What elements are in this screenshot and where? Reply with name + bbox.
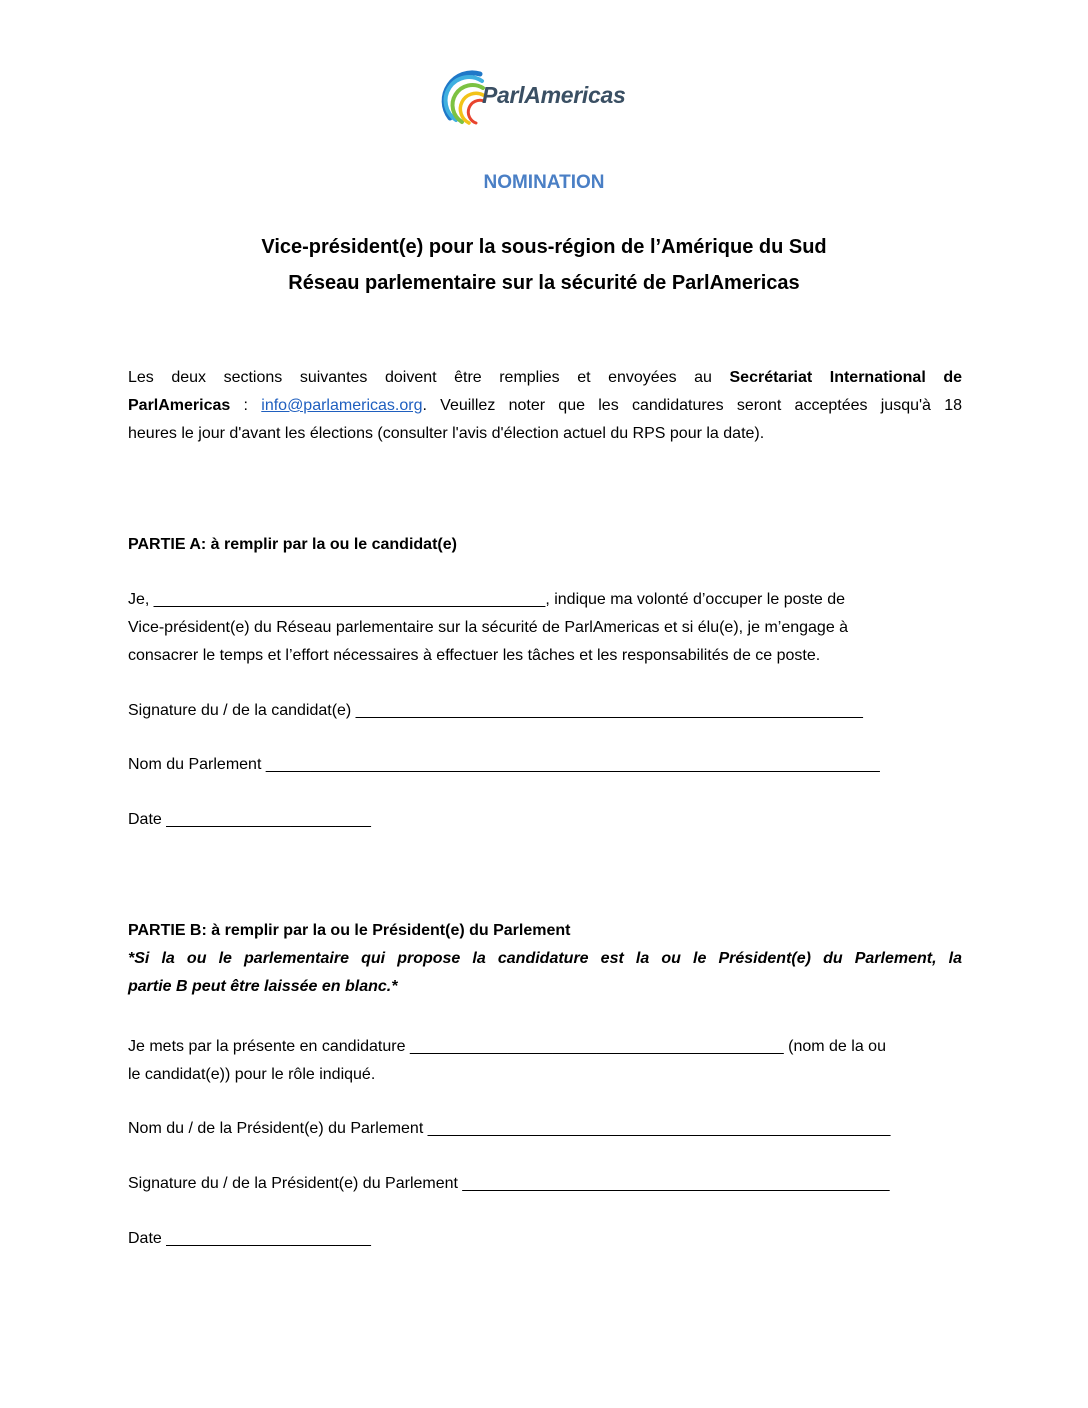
part-b-nomination-statement <box>128 1033 962 1089</box>
part-a-declaration-line-1[interactable]: Je, ____________________________________________, indique ma volonté d’occuper le poste de <box>128 591 846 608</box>
president-name-field[interactable] <box>128 1115 962 1143</box>
part-a-heading <box>128 531 962 559</box>
intro-line-1 <box>128 364 962 392</box>
nomination-heading: NOMINATION <box>483 172 605 193</box>
intro-line-2 <box>128 392 962 420</box>
part-b-note-line-2: partie B peut être laissée en blanc.* <box>128 978 398 995</box>
part-a-declaration <box>128 586 962 670</box>
part-b-title: PARTIE B: à remplir par la ou le Président(e) du Parlement <box>128 922 571 939</box>
document-title-line1: Vice-président(e) pour la sous-région de l’Amérique du Sud <box>261 236 827 258</box>
logo-arcs-icon <box>440 68 488 130</box>
part-a-title: PARTIE A: à remplir par la ou le candidat(e) <box>128 536 457 553</box>
president-name-label[interactable]: Nom du / de la Président(e) du Parlement ____________________________________________________ <box>128 1120 891 1137</box>
part-b-nomination-line-1[interactable]: Je mets par la présente en candidature __________________________________________ (nom de la ou <box>128 1038 886 1055</box>
part-b-date-field[interactable] <box>128 1225 962 1253</box>
part-b-note-line-1: *Si la ou le parlementaire qui propose la candidature est la ou le Président(e) du Parlement, la <box>128 950 962 967</box>
part-a-declaration-line-2: Vice-président(e) du Réseau parlementaire sur la sécurité de ParlAmericas et si élu(e), je m’engage à <box>128 619 849 636</box>
logo-text: ParlAmericas <box>482 82 626 108</box>
intro-paragraph <box>128 364 962 448</box>
part-a-declaration-line-3: consacrer le temps et l’effort nécessaires à effectuer les tâches et les responsabilités de ce poste. <box>128 647 821 664</box>
part-b-nomination-line-2: le candidat(e)) pour le rôle indiqué. <box>128 1066 376 1083</box>
part-a-date-label[interactable]: Date _______________________ <box>128 811 371 828</box>
president-signature-label[interactable]: Signature du / de la Président(e) du Parlement ________________________________________________ <box>128 1175 890 1192</box>
parlamericas-label: ParlAmericas <box>128 397 231 414</box>
candidate-signature-label[interactable]: Signature du / de la candidat(e) _________________________________________________________ <box>128 702 863 719</box>
intro-line-3: heures le jour d'avant les élections (consulter l'avis d'élection actuel du RPS pour la date). <box>128 425 765 442</box>
part-b-date-label[interactable]: Date _______________________ <box>128 1230 371 1247</box>
part-b-header <box>128 917 962 1001</box>
parliament-name-field[interactable] <box>128 751 962 779</box>
secretariat-label: Secrétariat International de <box>729 369 962 386</box>
part-a-date-field[interactable] <box>128 806 962 834</box>
intro-text: Les deux sections suivantes doivent être remplies et envoyées au <box>128 369 730 386</box>
intro-text: . Veuillez noter que les candidatures seront acceptées jusqu'à 18 <box>422 397 962 414</box>
candidate-signature-field[interactable] <box>128 697 962 725</box>
separator-text: : <box>230 397 262 414</box>
parlamericas-logo <box>440 68 660 130</box>
document-title-line2: Réseau parlementaire sur la sécurité de ParlAmericas <box>288 272 800 294</box>
president-signature-field[interactable] <box>128 1170 962 1198</box>
parliament-name-label[interactable]: Nom du Parlement _____________________________________________________________________ <box>128 756 880 773</box>
email-link[interactable]: info@parlamericas.org <box>261 397 423 414</box>
